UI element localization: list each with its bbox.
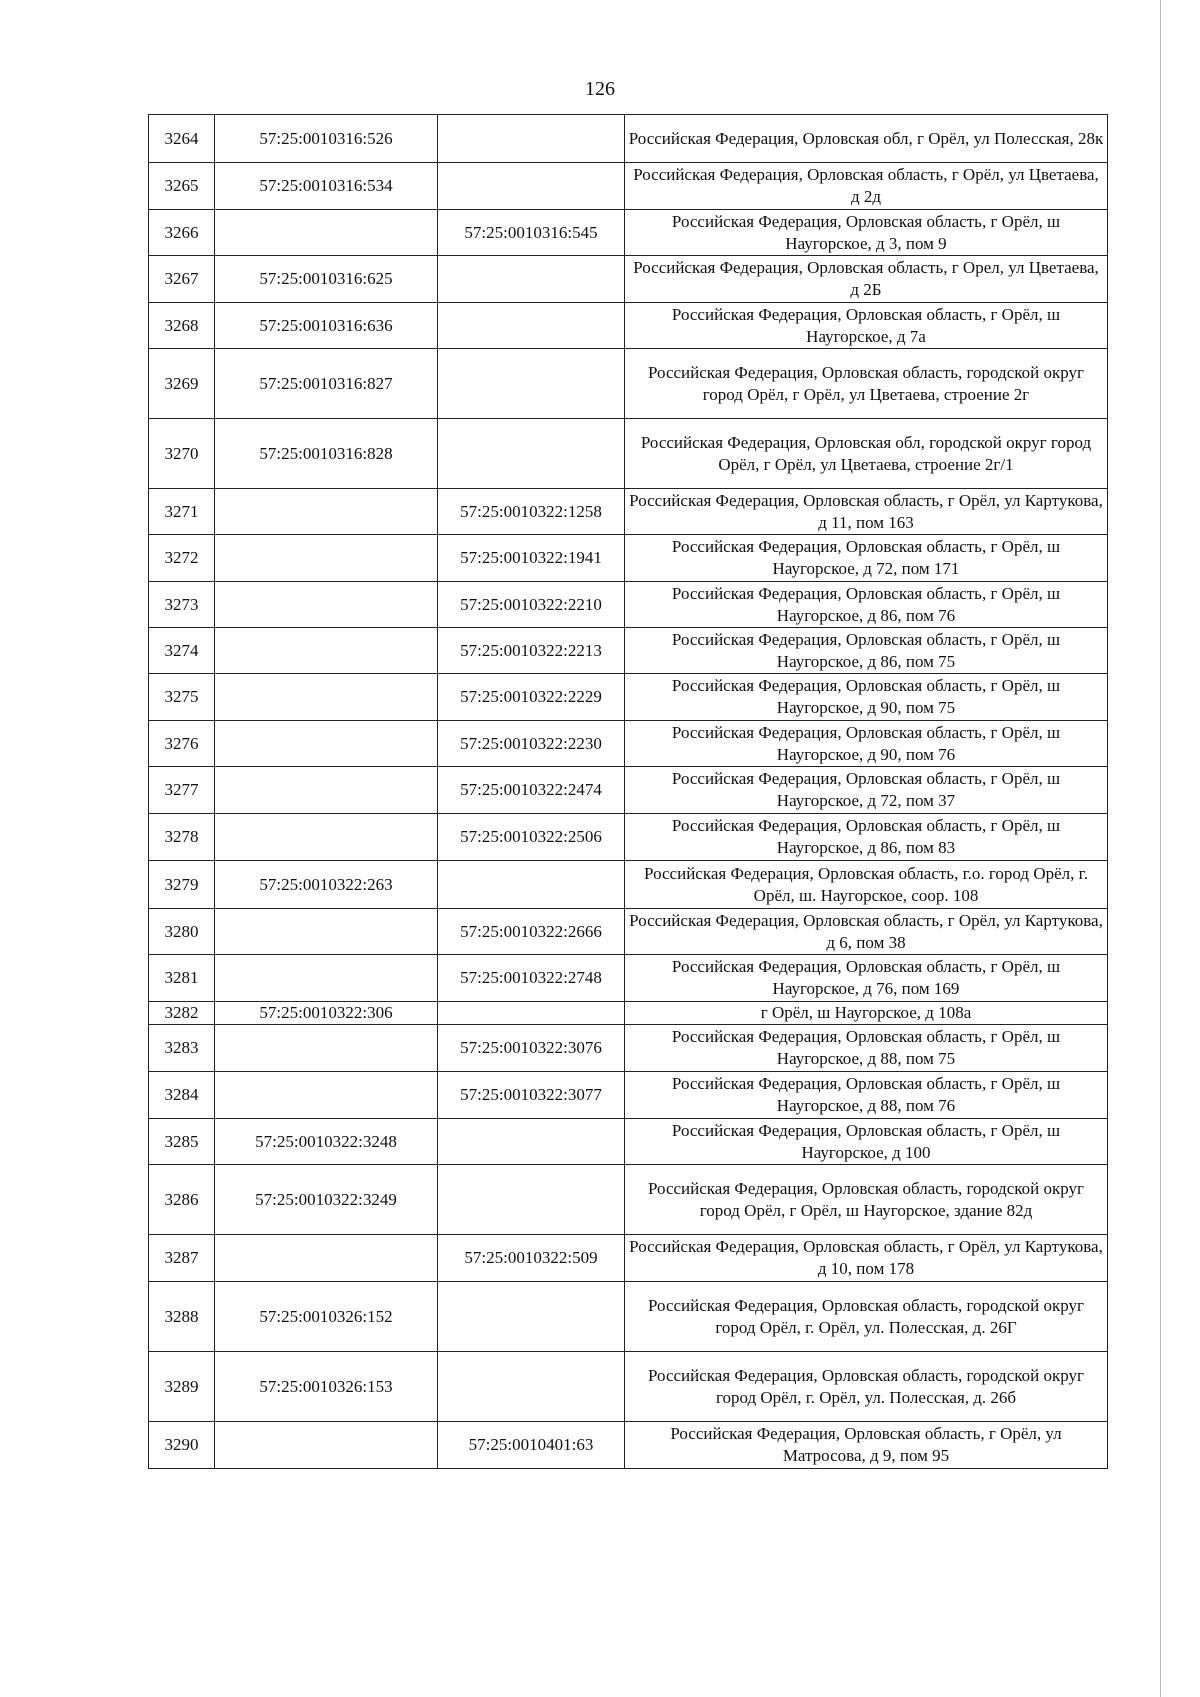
premises-cadastral-number: 57:25:0010322:1258 [438, 489, 625, 535]
cadastral-number: 57:25:0010316:625 [215, 256, 438, 303]
table-row [149, 582, 1108, 628]
row-number: 3287 [149, 1235, 215, 1282]
table-row [149, 628, 1108, 674]
cadastral-number [215, 955, 438, 1002]
row-number: 3283 [149, 1025, 215, 1072]
page-number: 126 [585, 78, 615, 100]
premises-cadastral-number [438, 349, 625, 419]
address: Российская Федерация, Орловская область, г Орёл, ул Картукова, д 11, пом 163 [625, 489, 1108, 535]
premises-cadastral-number [438, 163, 625, 210]
table-row [149, 419, 1108, 489]
cadastral-number: 57:25:0010316:526 [215, 115, 438, 163]
row-number: 3267 [149, 256, 215, 303]
cadastral-number: 57:25:0010326:153 [215, 1352, 438, 1422]
row-number: 3265 [149, 163, 215, 210]
row-number: 3288 [149, 1282, 215, 1352]
table-row [149, 303, 1108, 349]
row-number: 3269 [149, 349, 215, 419]
table-row [149, 721, 1108, 767]
table-row [149, 1422, 1108, 1469]
row-number: 3281 [149, 955, 215, 1002]
address: Российская Федерация, Орловская область, г Орёл, ш Наугорское, д 90, пом 75 [625, 674, 1108, 721]
cadastral-number [215, 210, 438, 256]
address: Российская Федерация, Орловская область, г Орёл, ул Картукова, д 6, пом 38 [625, 909, 1108, 955]
premises-cadastral-number [438, 1352, 625, 1422]
row-number: 3280 [149, 909, 215, 955]
table-row [149, 909, 1108, 955]
cadastral-number [215, 1025, 438, 1072]
address: Российская Федерация, Орловская область, городской округ город Орёл, г. Орёл, ул. Полесская, д. 26б [625, 1352, 1108, 1422]
table-row [149, 1235, 1108, 1282]
row-number: 3277 [149, 767, 215, 814]
cadastral-number: 57:25:0010322:306 [215, 1002, 438, 1025]
cadastral-table [148, 114, 1108, 1469]
row-number: 3285 [149, 1119, 215, 1165]
cadastral-number: 57:25:0010316:827 [215, 349, 438, 419]
premises-cadastral-number: 57:25:0010322:2474 [438, 767, 625, 814]
address: Российская Федерация, Орловская область, г Орёл, ш Наугорское, д 86, пом 76 [625, 582, 1108, 628]
address: Российская Федерация, Орловская область, г Орёл, ул Матросова, д 9, пом 95 [625, 1422, 1108, 1469]
table-row [149, 814, 1108, 861]
address: Российская Федерация, Орловская область, г Орёл, ш Наугорское, д 100 [625, 1119, 1108, 1165]
address: Российская Федерация, Орловская область, г Орёл, ш Наугорское, д 90, пом 76 [625, 721, 1108, 767]
table-row [149, 674, 1108, 721]
table-row [149, 256, 1108, 303]
table-row [149, 210, 1108, 256]
cadastral-number [215, 909, 438, 955]
address: Российская Федерация, Орловская область, г Орёл, ш Наугорское, д 72, пом 37 [625, 767, 1108, 814]
address: Российская Федерация, Орловская область, г Орёл, ш Наугорское, д 88, пом 75 [625, 1025, 1108, 1072]
row-number: 3276 [149, 721, 215, 767]
table-row [149, 1072, 1108, 1119]
cadastral-number: 57:25:0010322:3248 [215, 1119, 438, 1165]
table-row [149, 861, 1108, 909]
premises-cadastral-number: 57:25:0010322:2748 [438, 955, 625, 1002]
cadastral-number [215, 1422, 438, 1469]
address: Российская Федерация, Орловская область, г Орёл, ш Наугорское, д 72, пом 171 [625, 535, 1108, 582]
row-number: 3271 [149, 489, 215, 535]
table-row [149, 349, 1108, 419]
cadastral-number [215, 582, 438, 628]
table-row [149, 1282, 1108, 1352]
table-row [149, 535, 1108, 582]
row-number: 3275 [149, 674, 215, 721]
table-row [149, 1119, 1108, 1165]
address: Российская Федерация, Орловская обл, г Орёл, ул Полесская, 28к [625, 115, 1108, 163]
premises-cadastral-number [438, 256, 625, 303]
address: Российская Федерация, Орловская область, г Орел, ул Цветаева, д 2Б [625, 256, 1108, 303]
table-body [149, 115, 1108, 1469]
row-number: 3273 [149, 582, 215, 628]
premises-cadastral-number [438, 419, 625, 489]
cadastral-number [215, 674, 438, 721]
row-number: 3264 [149, 115, 215, 163]
premises-cadastral-number [438, 1165, 625, 1235]
row-number: 3289 [149, 1352, 215, 1422]
address: Российская Федерация, Орловская область, г Орёл, ш Наугорское, д 88, пом 76 [625, 1072, 1108, 1119]
address: Российская Федерация, Орловская область, г Орёл, ш Наугорское, д 7а [625, 303, 1108, 349]
row-number: 3286 [149, 1165, 215, 1235]
address: Российская Федерация, Орловская область, г.о. город Орёл, г. Орёл, ш. Наугорское, соор. 108 [625, 861, 1108, 909]
premises-cadastral-number: 57:25:0010316:545 [438, 210, 625, 256]
row-number: 3270 [149, 419, 215, 489]
address: Российская Федерация, Орловская область, городской округ город Орёл, г. Орёл, ул. Полесская, д. 26Г [625, 1282, 1108, 1352]
table-row [149, 955, 1108, 1002]
premises-cadastral-number: 57:25:0010401:63 [438, 1422, 625, 1469]
row-number: 3284 [149, 1072, 215, 1119]
cadastral-number: 57:25:0010322:3249 [215, 1165, 438, 1235]
address: Российская Федерация, Орловская область, г Орёл, ш Наугорское, д 76, пом 169 [625, 955, 1108, 1002]
row-number: 3279 [149, 861, 215, 909]
premises-cadastral-number: 57:25:0010322:2210 [438, 582, 625, 628]
premises-cadastral-number: 57:25:0010322:3077 [438, 1072, 625, 1119]
cadastral-number: 57:25:0010316:534 [215, 163, 438, 210]
premises-cadastral-number [438, 1282, 625, 1352]
premises-cadastral-number [438, 1002, 625, 1025]
premises-cadastral-number: 57:25:0010322:2213 [438, 628, 625, 674]
premises-cadastral-number [438, 115, 625, 163]
table-row [149, 163, 1108, 210]
cadastral-number [215, 489, 438, 535]
cadastral-number [215, 1235, 438, 1282]
address: Российская Федерация, Орловская область, городской округ город Орёл, г Орёл, ш Наугорское, здание 82д [625, 1165, 1108, 1235]
row-number: 3274 [149, 628, 215, 674]
table-row [149, 1165, 1108, 1235]
cadastral-number [215, 628, 438, 674]
cadastral-number [215, 814, 438, 861]
address: Российская Федерация, Орловская область, г Орёл, ш Наугорское, д 3, пом 9 [625, 210, 1108, 256]
premises-cadastral-number: 57:25:0010322:2230 [438, 721, 625, 767]
cadastral-number: 57:25:0010322:263 [215, 861, 438, 909]
cadastral-number: 57:25:0010326:152 [215, 1282, 438, 1352]
cadastral-number [215, 721, 438, 767]
address: Российская Федерация, Орловская область, г Орёл, ш Наугорское, д 86, пом 83 [625, 814, 1108, 861]
address: Российская Федерация, Орловская обл, городской округ город Орёл, г Орёл, ул Цветаева, строение 2г/1 [625, 419, 1108, 489]
table-row [149, 1025, 1108, 1072]
premises-cadastral-number: 57:25:0010322:2506 [438, 814, 625, 861]
row-number: 3272 [149, 535, 215, 582]
address: г Орёл, ш Наугорское, д 108а [625, 1002, 1108, 1025]
table-row [149, 489, 1108, 535]
cadastral-number [215, 535, 438, 582]
premises-cadastral-number [438, 861, 625, 909]
address: Российская Федерация, Орловская область, г Орёл, ул Цветаева, д 2д [625, 163, 1108, 210]
address: Российская Федерация, Орловская область, г Орёл, ул Картукова, д 10, пом 178 [625, 1235, 1108, 1282]
row-number: 3278 [149, 814, 215, 861]
row-number: 3290 [149, 1422, 215, 1469]
premises-cadastral-number: 57:25:0010322:2229 [438, 674, 625, 721]
table-row [149, 1352, 1108, 1422]
row-number: 3266 [149, 210, 215, 256]
cadastral-number: 57:25:0010316:636 [215, 303, 438, 349]
cadastral-number: 57:25:0010316:828 [215, 419, 438, 489]
premises-cadastral-number: 57:25:0010322:1941 [438, 535, 625, 582]
cadastral-number [215, 1072, 438, 1119]
table-row [149, 1002, 1108, 1025]
row-number: 3282 [149, 1002, 215, 1025]
premises-cadastral-number [438, 1119, 625, 1165]
table-row [149, 115, 1108, 163]
cadastral-number [215, 767, 438, 814]
premises-cadastral-number [438, 303, 625, 349]
premises-cadastral-number: 57:25:0010322:2666 [438, 909, 625, 955]
premises-cadastral-number: 57:25:0010322:3076 [438, 1025, 625, 1072]
address: Российская Федерация, Орловская область, г Орёл, ш Наугорское, д 86, пом 75 [625, 628, 1108, 674]
premises-cadastral-number: 57:25:0010322:509 [438, 1235, 625, 1282]
table-row [149, 767, 1108, 814]
scan-edge-line [1160, 0, 1161, 1697]
address: Российская Федерация, Орловская область, городской округ город Орёл, г Орёл, ул Цветаева, строение 2г [625, 349, 1108, 419]
row-number: 3268 [149, 303, 215, 349]
